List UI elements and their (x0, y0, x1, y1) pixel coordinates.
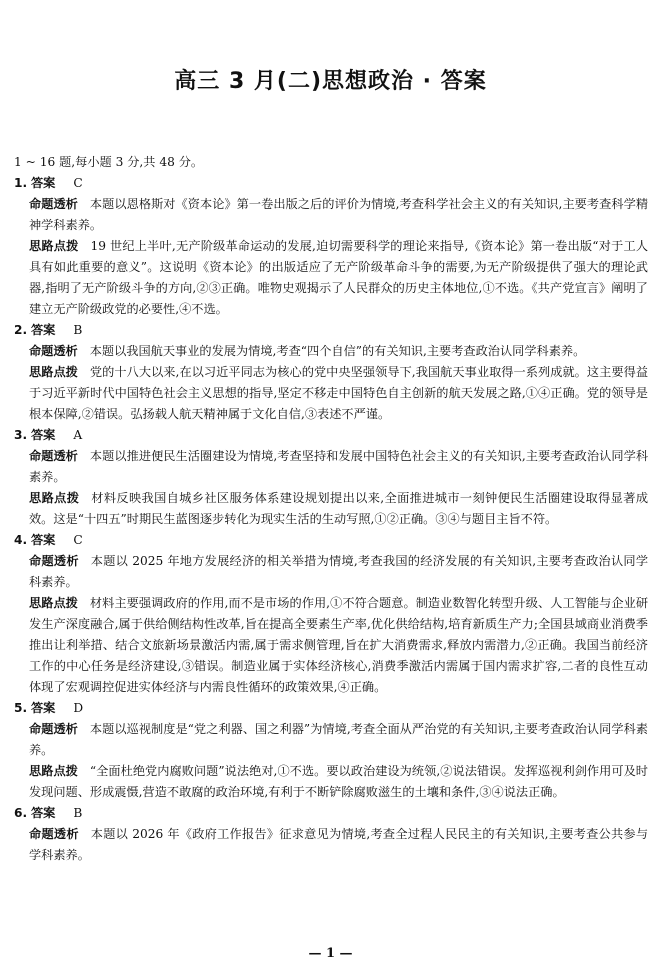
answer-value: D (73, 701, 84, 715)
hint-paragraph (14, 236, 648, 320)
answer-value: A (73, 428, 83, 442)
question-number: 3. (14, 428, 28, 442)
page-number: — 1 — (308, 946, 353, 961)
analysis-label: 命题透析 (29, 197, 78, 211)
analysis-paragraph (14, 824, 648, 866)
analysis-text: 本题以恩格斯对《资本论》第一卷出版之后的评价为情境,考查科学社会主义的有关知识,主要考查科学精神学科素养。 (29, 197, 649, 232)
question-2 (14, 320, 648, 425)
analysis-label: 命题透析 (29, 449, 78, 463)
answer-label: 答案 (31, 806, 56, 820)
analysis-paragraph (14, 194, 648, 236)
analysis-paragraph (14, 719, 648, 761)
question-number: 6. (14, 806, 28, 820)
hint-paragraph (14, 488, 648, 530)
intro-line: 1 ~ 16 题,每小题 3 分,共 48 分。 (14, 155, 204, 169)
question-header (14, 173, 648, 194)
hint-text: 党的十八大以来,在以习近平同志为核心的党中央坚强领导下,我国航天事业取得一系列成就。这主要得益于习近平新时代中国特色社会主义思想的指导,坚定不移走中国特色自主创新的航天发展之路,①④正确。党的领导是根本保障,②错误。弘扬载人航天精神属于文化自信,③表述不严谨。 (29, 365, 649, 421)
hint-paragraph (14, 593, 648, 698)
hint-text: “全面杜绝党内腐败问题”说法绝对,①不选。要以政治建设为统领,②说法错误。发挥巡视利剑作用可及时发现问题、形成震慑,营造不敢腐的政治环境,有利于不断铲除腐败滋生的土壤和条件,③④说法正确。 (29, 764, 648, 799)
answer-label: 答案 (31, 176, 56, 190)
answer-label: 答案 (31, 701, 56, 715)
hint-label: 思路点拨 (29, 764, 78, 778)
question-header (14, 530, 648, 551)
answer-label: 答案 (31, 533, 56, 547)
question-header (14, 425, 648, 446)
answer-value: B (73, 323, 83, 337)
answer-value: C (73, 533, 83, 547)
analysis-text: 本题以推进便民生活圈建设为情境,考查坚持和发展中国特色社会主义的有关知识,主要考查政治认同学科素养。 (29, 449, 649, 484)
analysis-label: 命题透析 (29, 827, 79, 841)
answer-value: B (73, 806, 83, 820)
question-3 (14, 425, 648, 530)
question-4 (14, 530, 648, 698)
answer-value: C (73, 176, 83, 190)
analysis-label: 命题透析 (29, 344, 78, 358)
hint-text: 材料主要强调政府的作用,而不是市场的作用,①不符合题意。制造业数智化转型升级、人工智能与企业研发生产深度融合,属于供给侧结构性改革,旨在提高全要素生产率,优化供给结构,培育新质生产力;全国县域商业消费季推出让利举措、结合文旅新场景激活内需,属于需求侧管理,旨在扩大消费需求,释放内需潜力,②正确。我国当前经济工作的中心任务是经济建设,③错误。制造业属于实体经济核心,消费季激活内需属于国内需求扩容,二者的良性互动体现了宏观调控促进实体经济与内需良性循环的政策效果,④正确。 (29, 596, 649, 694)
hint-text: 19 世纪上半叶,无产阶级革命运动的发展,迫切需要科学的理论来指导,《资本论》第一卷出版“对于工人具有如此重要的意义”。这说明《资本论》的出版适应了无产阶级革命斗争的需要,为无产阶级提供了强大的理论武器,指明了无产阶级斗争的方向,②③正确。唯物史观揭示了人民群众的历史主体地位,①不选。《共产党宣言》阐明了建立无产阶级政党的必要性,④不选。 (29, 239, 649, 316)
analysis-label: 命题透析 (29, 722, 78, 736)
analysis-text: 本题以巡视制度是“党之利器、国之利器”为情境,考查全面从严治党的有关知识,主要考查政治认同学科素养。 (29, 722, 648, 757)
analysis-paragraph (14, 446, 648, 488)
hint-label: 思路点拨 (29, 365, 78, 379)
question-5 (14, 698, 648, 803)
question-header (14, 698, 648, 719)
question-header (14, 320, 648, 341)
question-number: 1. (14, 176, 28, 190)
analysis-paragraph (14, 551, 648, 593)
analysis-text: 本题以 2025 年地方发展经济的相关举措为情境,考查我国的经济发展的有关知识,主要考查政治认同学科素养。 (29, 554, 649, 589)
page-title: 高三 3 月(二)思想政治 · 答案 (174, 69, 487, 94)
analysis-label: 命题透析 (29, 554, 79, 568)
hint-paragraph (14, 761, 648, 803)
analysis-paragraph (14, 341, 648, 362)
question-6 (14, 803, 648, 866)
analysis-text: 本题以我国航天事业的发展为情境,考查“四个自信”的有关知识,主要考查政治认同学科素养。 (89, 344, 586, 358)
question-number: 5. (14, 701, 28, 715)
hint-label: 思路点拨 (29, 596, 78, 610)
answer-content (14, 152, 648, 866)
answer-label: 答案 (31, 323, 56, 337)
analysis-text: 本题以 2026 年《政府工作报告》征求意见为情境,考查全过程人民民主的有关知识,主要考查公共参与学科素养。 (29, 827, 649, 862)
hint-paragraph (14, 362, 648, 425)
question-number: 4. (14, 533, 28, 547)
answer-label: 答案 (31, 428, 56, 442)
hint-label: 思路点拨 (29, 491, 80, 505)
question-number: 2. (14, 323, 28, 337)
question-header (14, 803, 648, 824)
hint-label: 思路点拨 (29, 239, 79, 253)
hint-text: 材料反映我国自城乡社区服务体系建设规划提出以来,全面推进城市一刻钟便民生活圈建设取得显著成效。这是“十四五”时期民生蓝图逐步转化为现实生活的生动写照,①②正确。③④与题目主旨不符。 (29, 491, 649, 526)
question-1 (14, 173, 648, 320)
